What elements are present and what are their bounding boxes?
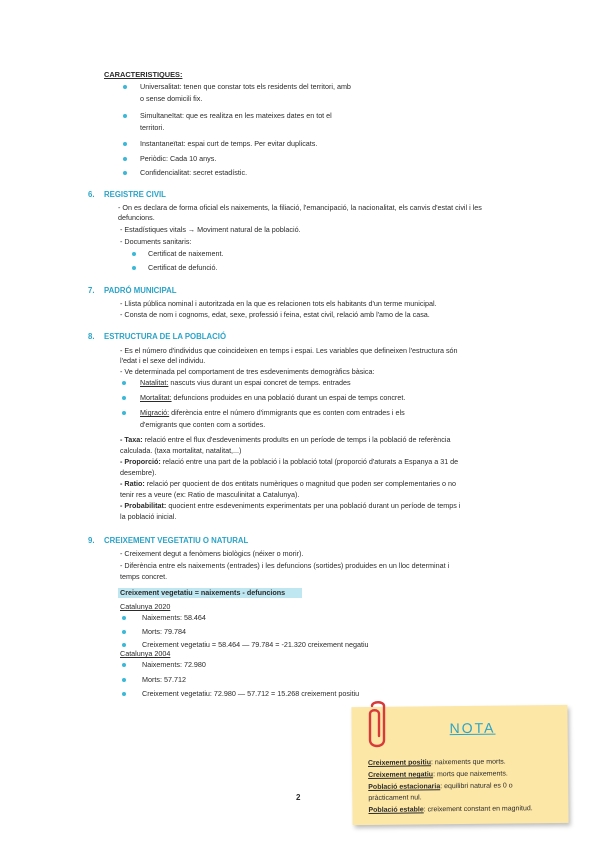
natalitat-term: Natalitat: xyxy=(140,378,169,387)
page-number: 2 xyxy=(296,793,301,802)
car-item-2-l1: Simultaneïtat: que es realitza en les mateixes dates en tot el xyxy=(140,111,332,120)
s8-ratio xyxy=(120,479,456,489)
bullet-dot xyxy=(123,114,127,118)
section-8-number: 8. xyxy=(88,332,95,341)
section-7-number: 7. xyxy=(88,286,95,295)
natalitat-text: nascuts vius durant un espai concret de temps. entrades xyxy=(168,378,351,387)
note-term: Població estacionaria xyxy=(368,783,441,791)
probabilitat-text: quocient entre esdeveniments experimentats per una població durant un període de temps i xyxy=(166,501,461,510)
s8-ratio-l2: tenir res a veure (ex: Ratio de masculinitat a Catalunya). xyxy=(120,490,300,499)
section-6-number: 6. xyxy=(88,190,95,199)
bullet-dot xyxy=(123,142,127,146)
s9-line-2: - Diferència entre els naixements (entrades) i les defuncions (sortides) produides en un lloc determinat i xyxy=(120,561,450,570)
s8-taxa-l2: calculada. (taxa mortalitat, natalitat,...) xyxy=(120,446,242,455)
migracio-text: diferència entre el número d'immigrants que es conten com entrades i els xyxy=(169,408,405,417)
car-item-1-l2: o sense domicili fix. xyxy=(140,94,203,103)
car-item-5: Confidencialitat: secret estadístic. xyxy=(140,168,248,177)
s8-line-2: l'edat i el sexe del individu. xyxy=(120,356,206,365)
note-row-3 xyxy=(368,781,512,793)
note-term: Creixement positiu xyxy=(367,759,432,767)
bullet-dot xyxy=(122,663,126,667)
note-term: Creixement negatiu xyxy=(368,771,434,779)
bullet-dot xyxy=(122,381,126,385)
bullet-dot xyxy=(122,616,126,620)
taxa-text: relació entre el flux d'esdeveniments produïts en un període de temps i la població de referència xyxy=(142,435,451,444)
s8-migracio-l2: d'emigrants que conten com a sortides. xyxy=(140,420,266,429)
cat2020-item-3: Creixement vegetatiu = 58.464 — 79.784 = -21.320 creixement negatiu xyxy=(142,640,369,649)
mortalitat-text: defuncions produides en una població durant un espai de temps concret. xyxy=(171,393,406,402)
s9-line-1: - Creixement degut a fenòmens biològics (néixer o morir). xyxy=(120,549,304,558)
car-item-4: Periòdic: Cada 10 anys. xyxy=(140,154,217,163)
mortalitat-term: Mortalitat: xyxy=(140,393,172,402)
bullet-dot xyxy=(122,396,126,400)
section-9-title: CREIXEMENT VEGETATIU O NATURAL xyxy=(104,536,249,545)
migracio-term: Migració: xyxy=(140,408,170,417)
s8-migracio xyxy=(140,408,405,418)
proporcio-term: - Proporció: xyxy=(120,457,161,466)
s6-bullet-1: Certificat de naixement. xyxy=(148,249,224,258)
cat2004-item-1: Naixements: 72.980 xyxy=(142,660,206,669)
note-text: : creixement constant en magnitud. xyxy=(423,805,533,814)
s8-line-3: - Ve determinada pel comportament de tres esdeveniments demogràfics bàsica: xyxy=(120,367,375,376)
s6-line-2: defuncions. xyxy=(118,213,155,222)
section-8-title: ESTRUCTURA DE LA POBLACIÓ xyxy=(104,332,227,341)
cat2004-label: Catalunya 2004 xyxy=(120,649,171,658)
bullet-dot xyxy=(122,692,126,696)
s8-mortalitat xyxy=(140,393,405,403)
note-row-5 xyxy=(368,804,532,816)
s6-line-3: - Estadístiques vitals → Moviment natural de la població. xyxy=(120,225,301,234)
bullet-dot xyxy=(123,85,127,89)
note-title: NOTA xyxy=(449,719,496,737)
s8-taxa xyxy=(120,435,450,445)
s8-line-1: - Es el número d'individus que coincideixen en temps i espai. Les variables que defineixen l'estructura són xyxy=(120,346,458,355)
s8-probabilitat-l2: la població inicial. xyxy=(120,512,177,521)
ratio-text: relació per quocient de dos entitats numèriques o magnitud que poden ser complementaries o no xyxy=(144,479,457,488)
bullet-dot xyxy=(122,678,126,682)
cat2020-label: Catalunya 2020 xyxy=(120,602,171,611)
section-6-title: REGISTRE CIVIL xyxy=(104,190,166,199)
note-row-2 xyxy=(368,770,508,781)
s8-proporcio xyxy=(120,457,458,467)
proporcio-text: relació entre una part de la població i la població total (proporció d'aturats a Espanya a 31 de xyxy=(160,457,459,466)
s7-line-1: - Llista pública nominal i autoritzada en la que es relacionen tots els habitants d'un terme municipal. xyxy=(120,299,437,308)
note-row-1 xyxy=(368,758,506,769)
note-text: : morts que naixements. xyxy=(433,770,508,779)
s6-bullet-2: Certificat de defunció. xyxy=(148,263,218,272)
note-row-4 xyxy=(368,793,421,804)
bullet-dot xyxy=(122,411,126,415)
bullet-dot xyxy=(132,266,136,270)
bullet-dot xyxy=(123,171,127,175)
ratio-term: - Ratio: xyxy=(120,479,145,488)
probabilitat-term: - Probabilitat: xyxy=(120,501,167,510)
s7-line-2: - Consta de nom i cognoms, edat, sexe, professió i feina, estat civil, relació amb l'amo de la casa. xyxy=(120,310,430,319)
section-7-title: PADRÓ MUNICIPAL xyxy=(104,286,177,295)
bullet-dot xyxy=(122,630,126,634)
cat2004-item-2: Morts: 57.712 xyxy=(142,675,186,684)
car-item-2-l2: territori. xyxy=(140,123,165,132)
s6-line-1: - On es declara de forma oficial els naixements, la filiació, l'emancipació, la nacionalitat, els canvis d'estat civil i les xyxy=(118,203,482,212)
s6-line-4: - Documents sanitaris: xyxy=(120,237,192,246)
car-item-3: Instantaneïtat: espai curt de temps. Per evitar duplicats. xyxy=(140,139,318,148)
cat2004-item-3: Creixement vegetatiu: 72.980 — 57.712 = 15.268 creixement positiu xyxy=(142,689,360,698)
s8-natalitat xyxy=(140,378,351,388)
s8-probabilitat xyxy=(120,501,460,511)
s8-proporcio-l2: desembre). xyxy=(120,468,157,477)
bullet-dot xyxy=(123,157,127,161)
paperclip-icon xyxy=(364,700,392,752)
taxa-term: - Taxa: xyxy=(120,435,143,444)
cat2020-item-1: Naixements: 58.464 xyxy=(142,613,206,622)
note-text: : naixements que morts. xyxy=(430,758,506,767)
car-item-1-l1: Universalitat: tenen que constar tots els residents del territori, amb xyxy=(140,82,351,91)
note-text: : equilibri natural es 0 o xyxy=(440,782,513,791)
caracteristiques-title: CARACTERISTIQUES: xyxy=(104,70,183,79)
s9-formula: Creixement vegetatiu = naixements - defuncions xyxy=(120,588,286,597)
cat2020-item-2: Morts: 79.784 xyxy=(142,627,186,636)
section-9-number: 9. xyxy=(88,536,95,545)
s9-line-3: temps concret. xyxy=(120,572,168,581)
bullet-dot xyxy=(132,252,136,256)
note-term: Població estable xyxy=(368,806,424,814)
note-text: pràcticament nul. xyxy=(368,794,422,802)
bullet-dot xyxy=(122,643,126,647)
